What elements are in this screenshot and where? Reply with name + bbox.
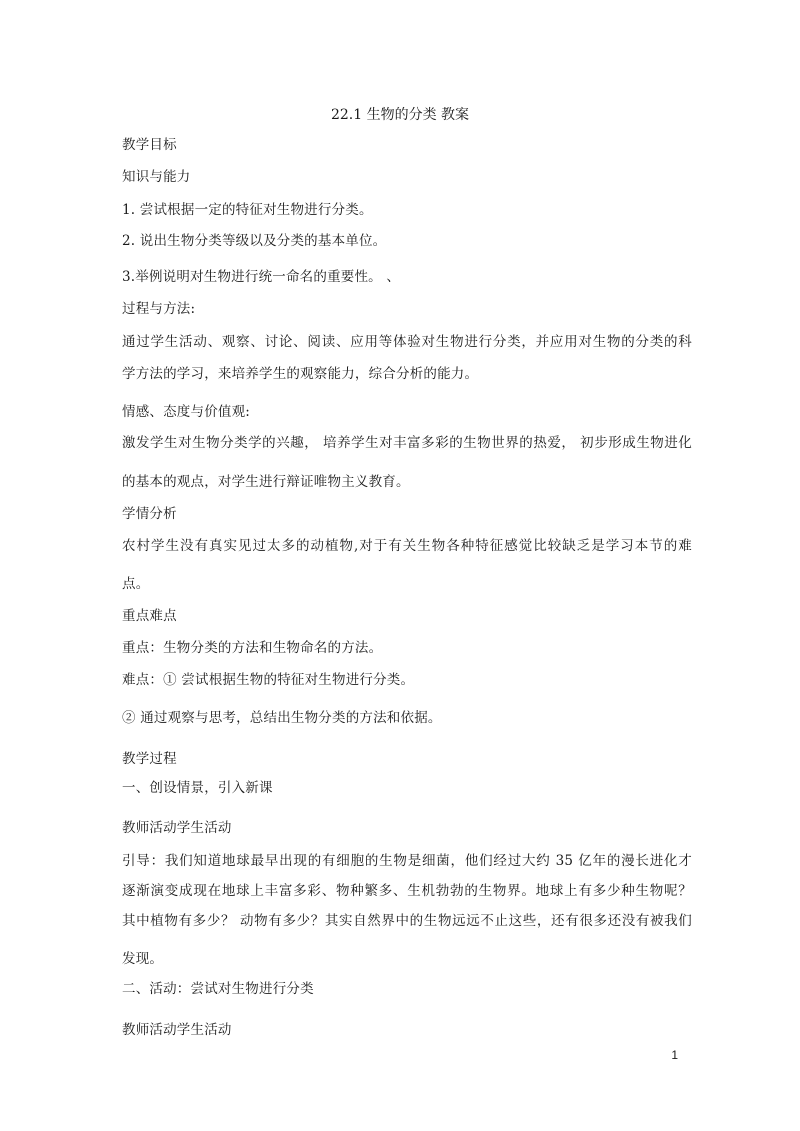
heading-teaching-objectives: 教学目标 bbox=[122, 137, 177, 153]
paragraph-guide-line-3: 其中植物有多少？ 动物有多少？其实自然界中的生物远远不止这些，还有很多还没有被我们 bbox=[122, 913, 692, 929]
heading-learning-analysis: 学情分析 bbox=[122, 506, 177, 522]
section-heading-1: 一、创设情景，引入新课 bbox=[122, 780, 273, 796]
objective-item-3: 3.举例说明对生物进行统一命名的重要性。 、 bbox=[122, 269, 401, 285]
paragraph-analysis-line-2: 点。 bbox=[122, 576, 150, 592]
heading-process-method: 过程与方法: bbox=[122, 301, 196, 317]
paragraph-guide-line-1: 引导：我们知道地球最早出现的有细胞的生物是细菌，他们经过大约 35 亿年的漫长进化才 bbox=[122, 853, 692, 869]
heading-knowledge-ability: 知识与能力 bbox=[122, 169, 191, 185]
paragraph-emotion-line-2: 的基本的观点，对学生进行辩证唯物主义教育。 bbox=[122, 474, 410, 490]
activity-heading-1: 教师活动学生活动 bbox=[122, 820, 232, 836]
paragraph-guide-line-2: 逐渐演变成现在地球上丰富多彩、物种繁多、生机勃勃的生物界。地球上有多少种生物呢？ bbox=[122, 883, 692, 899]
heading-emotion-values: 情感、态度与价值观: bbox=[122, 404, 251, 420]
key-point-text: 重点：生物分类的方法和生物命名的方法。 bbox=[122, 640, 383, 656]
objective-item-1: 1. 尝试根据一定的特征对生物进行分类。 bbox=[122, 202, 373, 218]
page-number: 1 bbox=[671, 1048, 678, 1062]
difficult-point-text-2: ② 通过观察与思考，总结出生物分类的方法和依据。 bbox=[122, 710, 442, 726]
difficult-point-text-1: 难点：① 尝试根据生物的特征对生物进行分类。 bbox=[122, 672, 415, 688]
heading-key-difficult-points: 重点难点 bbox=[122, 608, 177, 624]
paragraph-process-line-1: 通过学生活动、观察、讨论、阅读、应用等体验对生物进行分类，并应用对生物的分类的科 bbox=[122, 334, 692, 350]
document-title: 22.1 生物的分类 教案 bbox=[330, 107, 470, 123]
objective-item-2: 2. 说出生物分类等级以及分类的基本单位。 bbox=[122, 233, 387, 249]
heading-teaching-process: 教学过程 bbox=[122, 751, 177, 767]
paragraph-analysis-line-1: 农村学生没有真实见过太多的动植物,对于有关生物各种特征感觉比较缺乏是学习本节的难 bbox=[122, 538, 692, 554]
paragraph-guide-line-4: 发现。 bbox=[122, 951, 164, 967]
section-heading-2: 二、活动：尝试对生物进行分类 bbox=[122, 981, 314, 997]
paragraph-process-line-2: 学方法的学习，来培养学生的观察能力，综合分析的能力。 bbox=[122, 366, 479, 382]
paragraph-emotion-line-1: 激发学生对生物分类学的兴趣， 培养学生对丰富多彩的生物世界的热爱， 初步形成生物进化 bbox=[122, 435, 692, 451]
activity-heading-2: 教师活动学生活动 bbox=[122, 1022, 232, 1038]
